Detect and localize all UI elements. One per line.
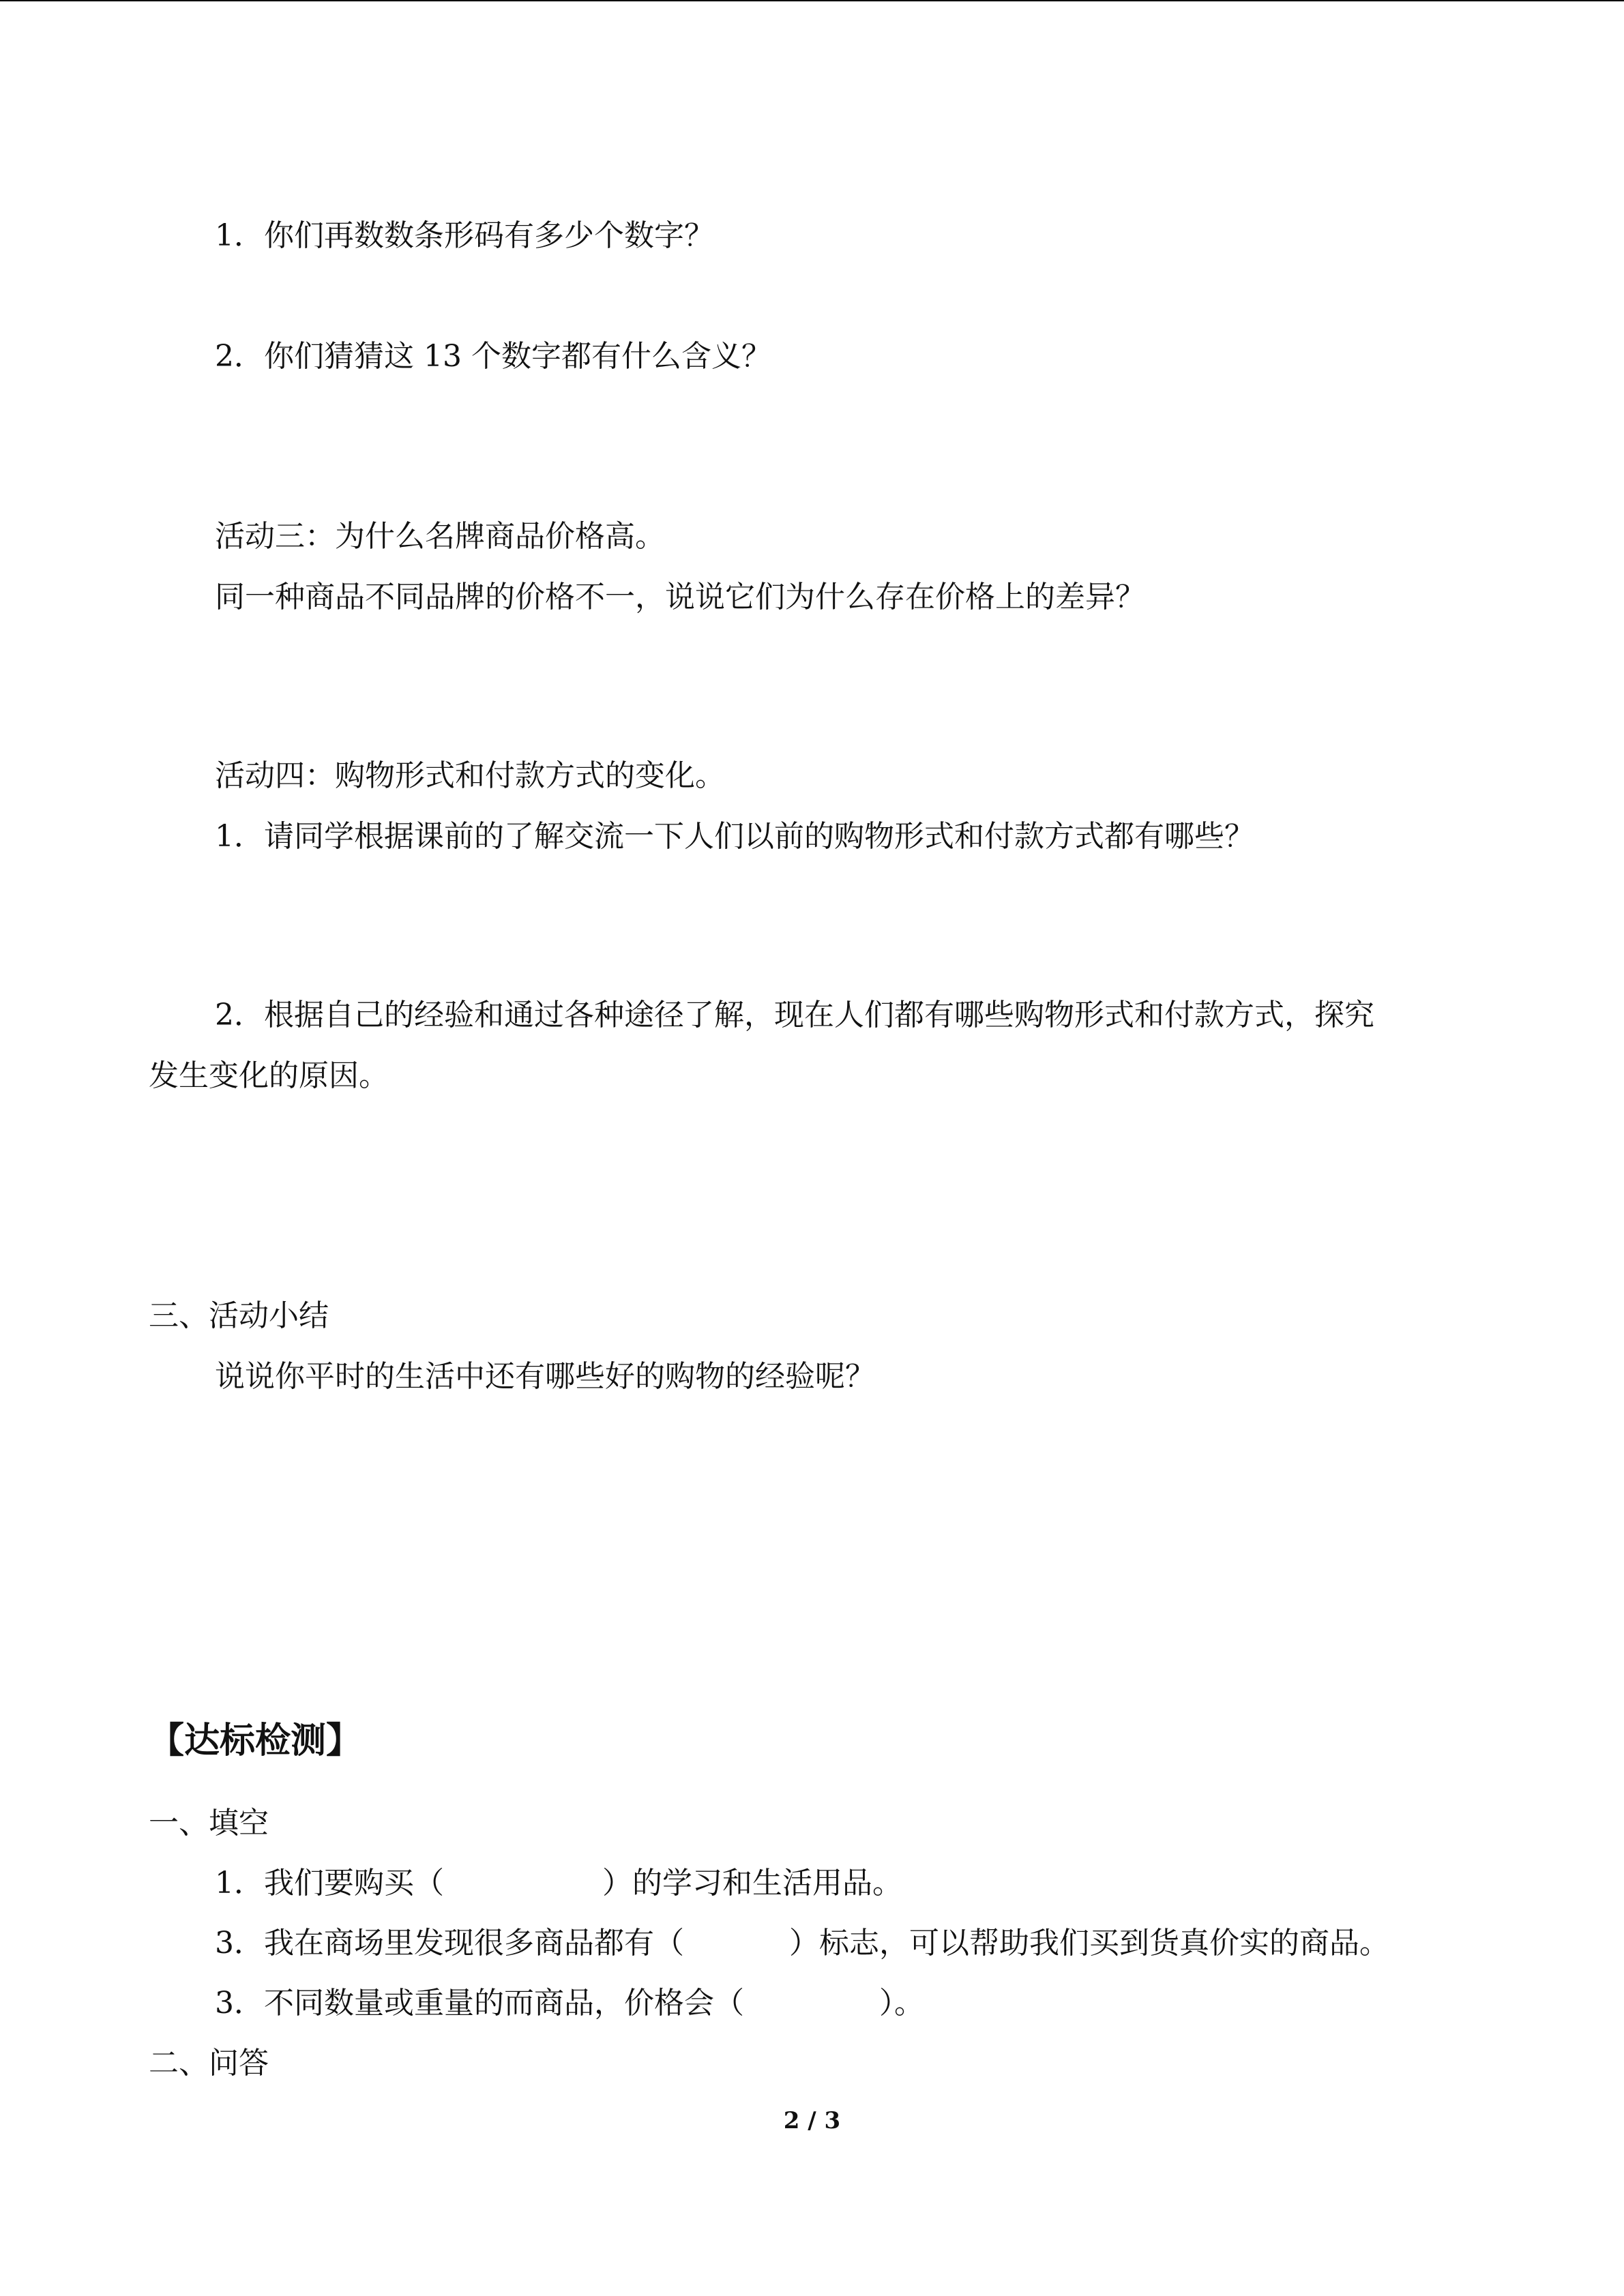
summary-title: 三、活动小结 — [149, 1298, 329, 1333]
fill-question-3-after: ）。 — [879, 1986, 924, 2021]
fill-question-2-before: 3．我在商场里发现很多商品都有（ — [215, 1926, 684, 1960]
page-number: 2 / 3 — [783, 2107, 841, 2134]
fill-question-1 — [215, 1864, 902, 1903]
activity4-question-1: 1．请同学根据课前的了解交流一下人们以前的购物形式和付款方式都有哪些？ — [215, 819, 1254, 854]
qa-section-title: 二、问答 — [149, 2046, 269, 2081]
fill-question-3-before: 3．不同数量或重量的而商品，价格会（ — [215, 1986, 744, 2021]
activity4-question-2-line-2: 发生变化的原因。 — [149, 1058, 389, 1093]
activity3-title: 活动三：为什么名牌商品价格高。 — [215, 519, 665, 554]
fill-question-2 — [215, 1924, 1389, 1963]
fill-section-title: 一、填空 — [149, 1806, 269, 1840]
activity4-title: 活动四：购物形式和付款方式的变化。 — [215, 758, 725, 793]
activity4-question-2-line-1: 2．根据自己的经验和通过各种途径了解，现在人们都有哪些购物形式和付款方式，探究 — [215, 998, 1374, 1032]
fill-question-2-after: ）标志，可以帮助我们买到货真价实的商品。 — [789, 1926, 1389, 1960]
fill-question-1-before: 1．我们要购买（ — [215, 1866, 444, 1900]
activity2-question-1: 1．你们再数数条形码有多少个数字？ — [215, 218, 714, 253]
fill-question-1-after: ）的学习和生活用品。 — [602, 1866, 902, 1900]
test-heading: 【达标检测】 — [149, 1720, 362, 1761]
fill-question-3 — [215, 1984, 924, 2023]
activity2-question-2: 2．你们猜猜这 13 个数字都有什么含义？ — [215, 339, 771, 374]
summary-text: 说说你平时的生活中还有哪些好的购物的经验呢？ — [215, 1359, 875, 1394]
activity3-text: 同一种商品不同品牌的价格不一，说说它们为什么存在价格上的差异？ — [215, 580, 1145, 614]
